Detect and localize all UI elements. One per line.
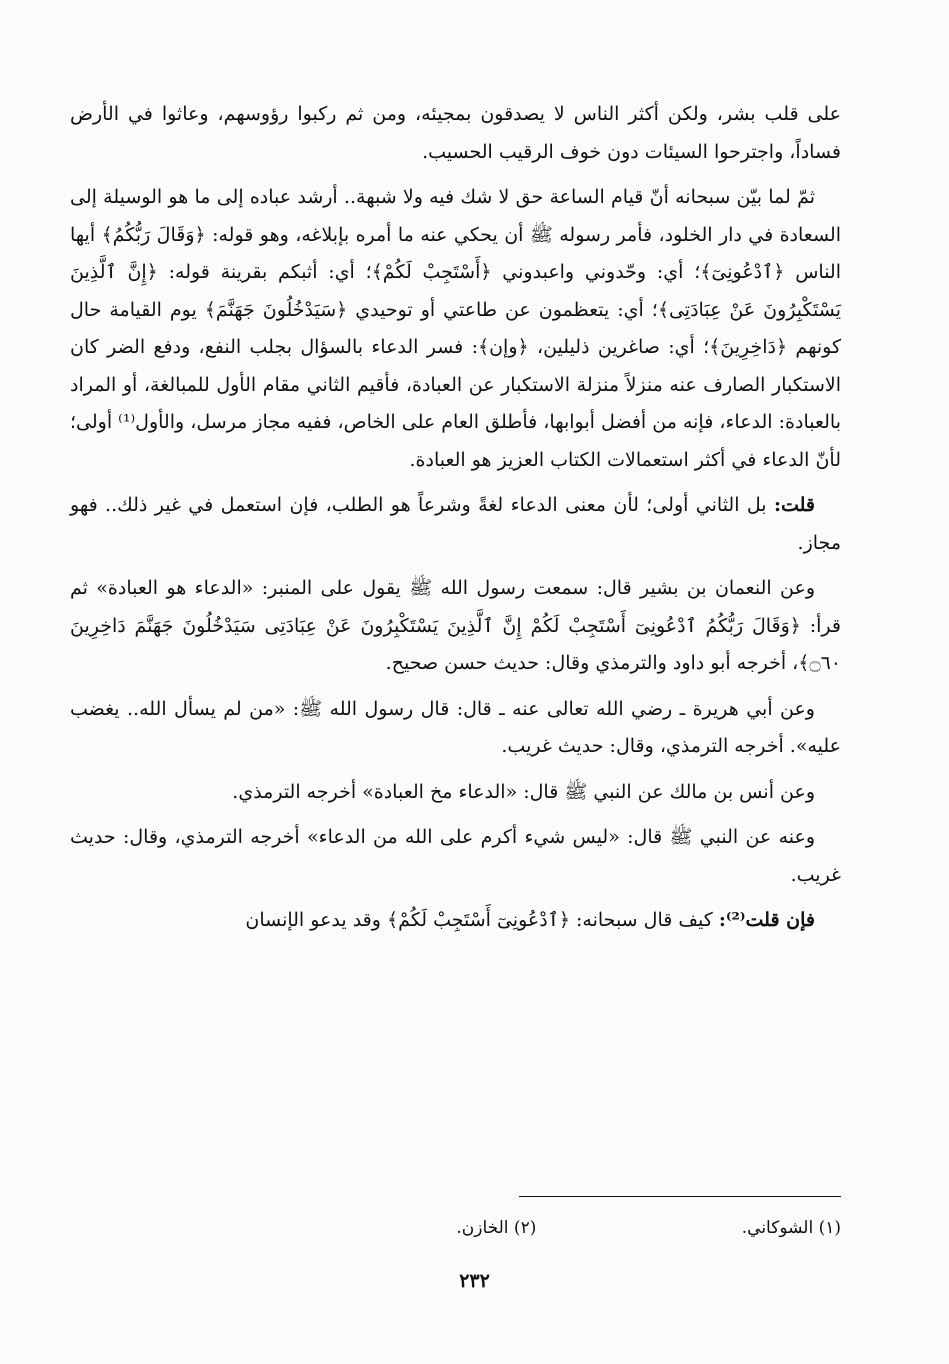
paragraph-4 [70, 570, 841, 683]
paragraph-text: وعن النعمان بن بشير قال: سمعت رسول الله ﷺ يقول على المنبر: «الدعاء هو العبادة» ثم قرأ: ﴿وَقَالَ رَبُّكُمُ ٱدْعُونِىٓ أَسْتَجِبْ لَكُمْ إِنَّ ٱلَّذِينَ يَسْتَكْبِرُونَ عَنْ عِبَادَتِى سَيَدْخُلُونَ جَهَنَّمَ دَاخِرِينَ ۝٦٠﴾، أخرجه أبو داود والترمذي وقال: حديث حسن صحيح. [70, 577, 841, 674]
footnote-2: (٢) الخازن. [456, 1218, 537, 1238]
paragraph-5 [70, 691, 841, 766]
footnote-divider [519, 1196, 841, 1197]
paragraph-text: بل الثاني أولى؛ لأن معنى الدعاء لغةً وشرعاً هو الطلب، فإن استعمل في غير ذلك.. فهو مجاز. [70, 494, 841, 554]
paragraph-text: وعن أنس بن مالك عن النبي ﷺ قال: «الدعاء مخ العبادة» أخرجه الترمذي. [232, 780, 815, 803]
paragraph-text: وعنه عن النبي ﷺ قال: «ليس شيء أكرم على الله من الدعاء» أخرجه الترمذي، وقال: حديث غريب. [70, 826, 841, 886]
paragraph-3 [70, 487, 841, 562]
page-number: ٢٣٢ [459, 1270, 490, 1292]
paragraph-6 [70, 774, 841, 812]
paragraph-8 [70, 902, 841, 940]
footnote-1: (١) الشوكاني. [741, 1218, 841, 1238]
paragraph-text: وعن أبي هريرة ـ رضي الله تعالى عنه ـ قال: قال رسول الله ﷺ: «من لم يسأل الله.. يغضب عليه». أخرجه الترمذي، وقال: حديث غريب. [70, 697, 841, 757]
paragraph-text: كيف قال سبحانه: ﴿ٱدْعُونِىٓ أَسْتَجِبْ لَكُمْ﴾ وقد يدعو الإنسان [245, 909, 719, 931]
paragraph-2 [70, 179, 841, 479]
paragraph-lead: فإن قلت⁽²⁾: [718, 909, 815, 931]
paragraph-lead: قلت: [773, 494, 815, 516]
paragraph-text: على قلب بشر، ولكن أكثر الناس لا يصدقون بمجيئه، ومن ثم ركبوا رؤوسهم، وعاثوا في الأرض فساداً، واجترحوا السيئات دون خوف الرقيب الحسيب. [70, 103, 841, 163]
footnotes [70, 1215, 841, 1241]
paragraph-7 [70, 819, 841, 894]
paragraph-text: ثمّ لما بيّن سبحانه أنّ قيام الساعة حق لا شك فيه ولا شبهة.. أرشد عباده إلى ما هو الوسيلة إلى السعادة في دار الخلود، فأمر رسوله ﷺ أن يحكي عنه ما أمره بإبلاغه، وهو قوله: ﴿وَقَالَ رَبُّكُمُ﴾ أيها الناس ﴿ٱدْعُونِىٓ﴾؛ أي: وحّدوني واعبدوني ﴿أَسْتَجِبْ لَكُمْ﴾؛ أي: أثبكم بقرينة قوله: ﴿إِنَّ ٱلَّذِينَ يَسْتَكْبِرُونَ عَنْ عِبَادَتِى﴾؛ أي: يتعظمون عن طاعتي أو توحيدي ﴿سَيَدْخُلُونَ جَهَنَّمَ﴾ يوم القيامة حال كونهم ﴿دَاخِرِينَ﴾؛ أي: صاغرين ذليلين، ﴿وإن﴾: فسر الدعاء بالسؤال بجلب النفع، ودفع الضر كان الاستكبار الصارف عنه منزلاً منزلة الاستكبار عن العبادة، فأقيم الثاني مقام الأول للمبالغة، أو المراد بالعبادة: الدعاء، فإنه من أفضل أبوابها، فأطلق العام على الخاص، ففيه مجاز مرسل، والأول⁽¹⁾ أولى؛ لأنّ الدعاء في أكثر استعمالات الكتاب العزيز هو العبادة. [70, 186, 841, 471]
paragraph-1 [70, 96, 841, 171]
